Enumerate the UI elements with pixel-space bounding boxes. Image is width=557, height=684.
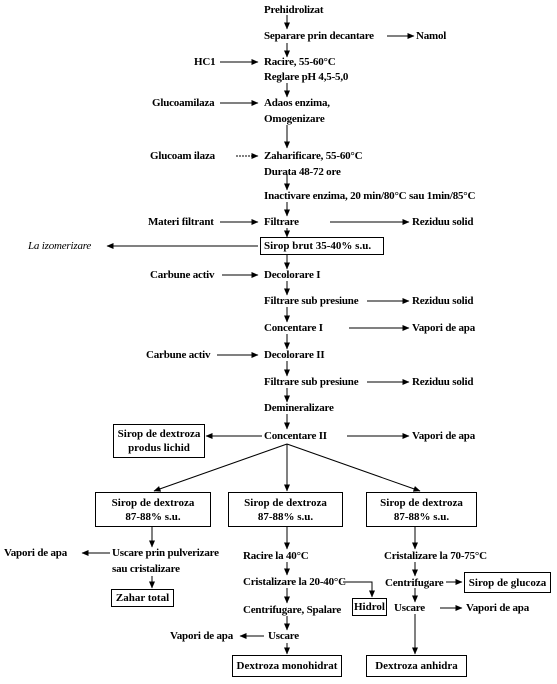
dextroza-monohidrat-label: Dextroza monohidrat <box>236 660 338 672</box>
right-box-line1: Sirop de dextroza <box>380 496 463 509</box>
input-glucoamilaza-2: Glucoam ilaza <box>150 150 215 162</box>
box-sirop-brut <box>260 237 384 255</box>
sirop-lichid-line1: Sirop de dextroza <box>117 428 201 440</box>
output-vapori-de-apa-1: Vapori de apa <box>412 322 476 334</box>
box-hidrol <box>352 598 387 616</box>
input-carbune-activ-2: Carbune activ <box>146 349 211 361</box>
sirop-glucoza-label: Sirop de glucoza <box>468 576 547 589</box>
zahar-total-label: Zahar total <box>115 592 170 604</box>
step-filtrare-sub-presiune-1: Filtrare sub presiune <box>264 295 359 307</box>
right-step-uscare: Uscare <box>394 602 425 614</box>
input-hcl: HC1 <box>194 56 216 68</box>
box-dextroza-anhidra <box>366 655 467 677</box>
step-filtrare: Filtrare <box>264 216 299 228</box>
mid-step-racire: Racire la 40°C <box>243 550 309 562</box>
middle-box-line1: Sirop de dextroza <box>244 496 327 509</box>
mid-step-cristalizare: Cristalizare la 20-40°C <box>243 576 346 588</box>
step-inactivare-enzima: Inactivare enzima, 20 min/80°C sau 1min/85°C <box>264 190 476 202</box>
mid-step-centrifugare: Centrifugare, Spalare <box>243 604 342 616</box>
arrow-split-right <box>287 444 420 491</box>
right-step-centrifugare: Centrifugare <box>385 577 444 589</box>
step-adaos-enzima: Adaos enzima, <box>264 97 330 109</box>
box-sirop-dextroza-middle <box>228 492 343 527</box>
left-step-uscare-2: sau cristalizare <box>112 563 180 575</box>
dextroza-anhidra-label: Dextroza anhidra <box>375 660 458 672</box>
input-glucoamilaza-1: Glucoamilaza <box>152 97 215 109</box>
step-reglare-ph: Reglare pH 4,5-5,0 <box>264 71 349 83</box>
output-reziduu-solid-3: Reziduu solid <box>412 376 474 388</box>
step-concentrare-2: Concentare II <box>264 430 327 442</box>
hidrol-label: Hidrol <box>354 601 385 613</box>
box-sirop-de-glucoza <box>464 572 551 593</box>
input-carbune-activ-1: Carbune activ <box>150 269 215 281</box>
step-zaharificare: Zaharificare, 55-60°C <box>264 150 363 162</box>
step-decolorare-2: Decolorare II <box>264 349 325 361</box>
step-demineralizare: Demineralizare <box>264 402 334 414</box>
step-concentrare-1: Concentare I <box>264 322 323 334</box>
left-box-line2: 87-88% s.u. <box>125 510 181 523</box>
output-reziduu-solid-1: Reziduu solid <box>412 216 474 228</box>
step-filtrare-sub-presiune-2: Filtrare sub presiune <box>264 376 359 388</box>
step-racire: Racire, 55-60°C <box>264 56 336 68</box>
box-dextroza-monohidrat <box>232 655 342 677</box>
input-material-filtrant: Materi filtrant <box>148 216 214 228</box>
arrow-mid-to-hidrol <box>343 582 372 597</box>
box-zahar-total <box>111 589 174 607</box>
step-separare: Separare prin decantare <box>264 30 374 42</box>
left-box-line1: Sirop de dextroza <box>111 496 195 509</box>
step-durata: Durata 48-72 ore <box>264 166 341 178</box>
sirop-lichid-line2: produs lichid <box>128 442 190 454</box>
middle-box-line2: 87-88% s.u. <box>257 510 314 523</box>
mid-output-vapori: Vapori de apa <box>170 630 234 642</box>
output-la-izomerizare: La izomerizare <box>28 240 92 252</box>
mid-step-uscare: Uscare <box>268 630 299 642</box>
step-omogenizare: Omogenizare <box>264 113 325 125</box>
left-step-uscare: Uscare prin pulverizare <box>112 547 219 559</box>
box-sirop-dextroza-lichid <box>113 424 205 458</box>
box-sirop-dextroza-right <box>366 492 477 527</box>
output-reziduu-solid-2: Reziduu solid <box>412 295 474 307</box>
step-prehidrolizat: Prehidrolizat <box>264 4 324 16</box>
right-box-line2: 87-88% s.u. <box>393 510 450 523</box>
sirop-brut-label: Sirop brut 35-40% s.u. <box>264 240 372 252</box>
right-output-vapori: Vapori de apa <box>466 602 530 614</box>
left-output-vapori: Vapori de apa <box>4 547 68 559</box>
box-sirop-dextroza-left <box>95 492 211 527</box>
right-step-cristalizare: Cristalizare la 70-75°C <box>384 550 487 562</box>
output-vapori-de-apa-2: Vapori de apa <box>412 430 476 442</box>
output-namol: Namol <box>416 30 447 42</box>
step-decolorare-1: Decolorare I <box>264 269 321 281</box>
